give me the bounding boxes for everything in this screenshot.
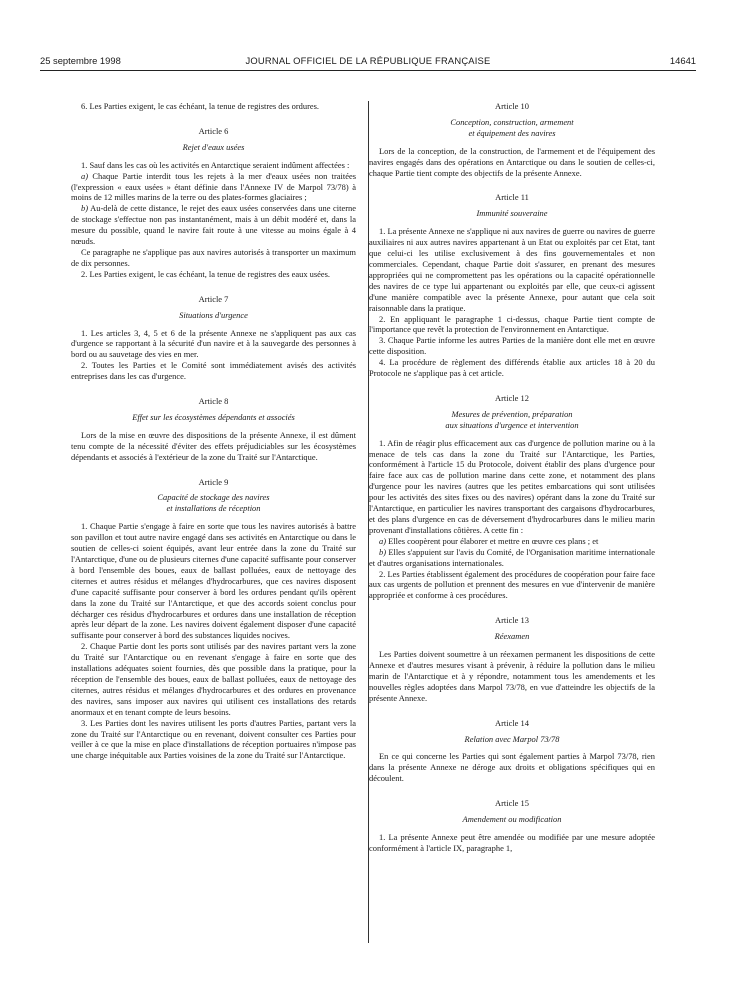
paragraph [369,547,655,569]
left-column [71,101,356,761]
item-text: Elles s'appuient sur l'avis du Comité, de l'Organisation maritime internationale et d'autres organisations internationales. [369,546,655,568]
article-14-subtitle: Relation avec Marpol 73/78 [464,733,560,744]
article-7-title: Article 7 [198,293,229,304]
article-11-title: Article 11 [495,192,529,203]
paragraph: 4. La procédure de règlement des différends établie aux articles 18 à 20 du Protocole ne s'applique pas à cet article. [369,357,655,379]
paragraph: 2. Les Parties exigent, le cas échéant, la tenue de registres des eaux usées. [81,268,331,279]
paragraph: 1. La présente Annexe ne s'applique ni aux navires de guerre ou navires de guerre auxiliaires ni aux autres navires appartenant à un Etat ou exploités par cet Etat, tant que celui-ci les utilise exclusivement à des fins gouvernementales et non commerciales. Cependant, chaque Partie doit s'assurer, en prenant des mesures appropriées qui ne compromettent pas les opérations ou la capacité opérationnelle des navires de ce type lui appartenant ou exploités par elle, que ceux-ci agissent d'une manière compatible avec la présente Annexe, pour autant que cela soit raisonnable dans la pratique. [369,226,655,313]
item-label: b) [379,546,387,557]
item-text: Elles coopèrent pour élaborer et mettre en œuvre ces plans ; et [386,535,599,546]
header-page-number: 14641 [669,55,696,66]
paragraph: Lors de la mise en œuvre des dispositions de la présente Annexe, il est dûment tenu compte de la nécessité d'éviter des effets préjudiciables sur les écosystèmes dépendants et associés à l'extérieur de la zone du Traité sur l'Antarctique. [71,429,356,462]
article-13-subtitle: Réexamen [494,631,530,642]
paragraph: 2. Toutes les Parties et le Comité sont immédiatement avisés des activités entreprises dans les cas d'urgence. [71,360,356,382]
paragraph: 1. La présente Annexe peut être amendée ou modifiée par une mesure adoptée conformément à l'article IX, paragraphe 1, [369,831,655,853]
paragraph [71,171,356,204]
paragraph: 3. Les Parties dont les navires utilisent les ports d'autres Parties, partant vers la zone du Traité sur l'Antarctique ou en revenant, doivent consulter ces Parties pour veiller à ce que la mise en place d'installations de réception portuaires n'impose pas une charge inéquitable aux Parties voisines de la zone du Traité sur l'Antarctique. [71,717,356,761]
article-12-subtitle [369,409,655,431]
page-header [40,55,696,69]
article-6-subtitle: Rejet d'eaux usées [182,141,245,152]
article-9-subtitle [71,492,356,514]
article-6-title: Article 6 [198,125,229,136]
subtitle-line: Conception, construction, armement [450,116,574,127]
article-11-subtitle: Immunité souveraine [476,208,548,219]
article-15-title: Article 15 [495,798,529,809]
paragraph: 6. Les Parties exigent, le cas échéant, la tenue de registres des ordures. [81,101,320,111]
article-15-subtitle: Amendement ou modification [462,814,562,825]
subtitle-line: Mesures de prévention, préparation [451,408,573,419]
item-text: Chaque Partie interdit tous les rejets à la mer d'eaux usées non traitées (l'expression « eaux usées » étant définie dans l'Annexe IV de Marpol 73/78) à moins de 12 milles marins de la terre ou des plates-formes glaciaires ; [71,170,356,203]
article-13-title: Article 13 [495,615,529,626]
subtitle-line: et équipement des navires [468,127,556,138]
item-label: b) [81,203,89,214]
article-8-title: Article 8 [198,396,229,407]
subtitle-line: et installations de réception [166,503,261,514]
paragraph: 2. Les Parties établissent également des procédures de coopération pour faire face aux cas urgents de pollution et prennent des mesures en vue d'intervenir de manière appropriée et conforme à ces procédures. [369,568,655,601]
paragraph: 3. Chaque Partie informe les autres Parties de la manière dont elle met en œuvre cette disposition. [369,335,655,357]
article-14-title: Article 14 [495,717,529,728]
header-rule [40,70,696,71]
item-label: a) [379,535,387,546]
paragraph: 2. En appliquant le paragraphe 1 ci-dessus, chaque Partie tient compte de l'importance que revêt la protection de l'environnement en Antarctique. [369,313,655,335]
item-label: a) [81,170,89,181]
paragraph: Ce paragraphe ne s'applique pas aux navires autorisés à transporter un maximum de dix personnes. [71,246,356,268]
header-date: 25 septembre 1998 [40,55,121,66]
article-12-title: Article 12 [495,392,529,403]
article-10-title: Article 10 [495,101,529,111]
article-7-subtitle: Situations d'urgence [179,309,248,320]
article-10-subtitle [369,117,655,139]
article-9-title: Article 9 [198,476,229,487]
paragraph: 2. Chaque Partie dont les ports sont utilisés par des navires partant vers la zone du Traité sur l'Antarctique ou en revenant s'engage à faire en sorte que des installations adéquates soient fournies, dès que possible dans la pratique, pour la réception de l'ensemble des boues, eaux de ballast polluées, eaux de nettoyage des citernes, autres résidus et mélanges d'hydrocarbures et des ordures en provenance des navires, sans imposer aux navires qui utilisent ces installations des retards anormaux et en tenant compte de leurs besoins. [71,641,356,717]
article-8-subtitle: Effet sur les écosystèmes dépendants et associés [132,411,295,422]
paragraph: En ce qui concerne les Parties qui sont également parties à Marpol 73/78, rien dans la présente Annexe ne déroge aux droits et obligations spécifiques qui en découlent. [369,751,655,784]
paragraph: Lors de la conception, de la construction, de l'armement et de l'équipement des navires engagés dans des opérations en Antarctique ou dans le soutien de celles-ci, chaque Partie tient compte des objectifs de la présente Annexe. [369,145,655,178]
paragraph: 1. Sauf dans les cas où les activités en Antarctique seraient indûment affectées : [81,159,350,170]
item-text: Au-delà de cette distance, le rejet des eaux usées conservées dans une citerne de stockage s'effectue non pas instantanément, mais à un débit modéré et, dans la mesure du possible, quand le navire fait route à une vitesse au moins égale à 4 nœuds. [71,203,356,247]
paragraph: 1. Chaque Partie s'engage à faire en sorte que tous les navires autorisés à battre son pavillon et tout autre navire engagé dans ses activités en Antarctique ou dans le soutien de celles-ci soient équipés, avant leur entrée dans la zone du Traité sur l'Antarctique, d'une ou de plusieurs citernes d'une capacité suffisante pour conserver à bord l'ensemble des boues, eaux de ballast polluées, eaux de nettoyage des citernes et autres résidus et mélanges d'hydrocarbures, que ces navires disposent d'une capacité suffisante pour conserver à bord les ordures pendant qu'ils opèrent dans la zone du Traité sur l'Antarctique, et que des accords soient conclus pour décharger ces résidus d'hydrocarbures et ordures dans une installation de réception après leur départ de la zone. Les navires doivent également disposer d'une capacité suffisante pour conserver à bord des substances liquides nocives. [71,521,356,641]
right-column [369,101,655,854]
header-journal-title: JOURNAL OFFICIEL DE LA RÉPUBLIQUE FRANÇAISE [245,55,491,66]
subtitle-line: aux situations d'urgence et intervention [445,419,579,430]
paragraph: 1. Afin de réagir plus efficacement aux cas d'urgence de pollution marine ou à la menace de tels cas dans la zone du Traité sur l'Antarctique, les Parties, conformément à l'article 15 du Protocole, doivent établir des plans d'urgence pour faire face aux cas de pollution marine dans cette zone, et notamment des plans d'urgence pour les navires (autres que les petites embarcations qui sont utilisées pour les activités des sites fixes ou des navires) opérant dans la zone du Traité sur l'Antarctique, en particulier les navires transportant des cargaisons d'hydrocarbures, et des plans d'urgence en cas de déversement d'hydrocarbures dans le milieu marin provenant d'installations côtières. A cette fin : [369,437,655,535]
paragraph: Les Parties doivent soumettre à un réexamen permanent les dispositions de cette Annexe et d'autres mesures visant à prévenir, à réduire la pollution dans le milieu marin de l'Antarctique et à y répondre, notamment tous les amendements et les nouvelles règles adoptées dans Marpol 73/78, en vue d'atteindre les objectifs de la présente Annexe. [369,649,655,703]
paragraph [71,203,356,247]
subtitle-line: Capacité de stockage des navires [157,492,270,503]
paragraph: 1. Les articles 3, 4, 5 et 6 de la présente Annexe ne s'appliquent pas aux cas d'urgence se rapportant à la sécurité d'un navire et à la sauvegarde des personnes à bord ou au sauvetage des vies en mer. [71,327,356,360]
paragraph [369,536,655,547]
